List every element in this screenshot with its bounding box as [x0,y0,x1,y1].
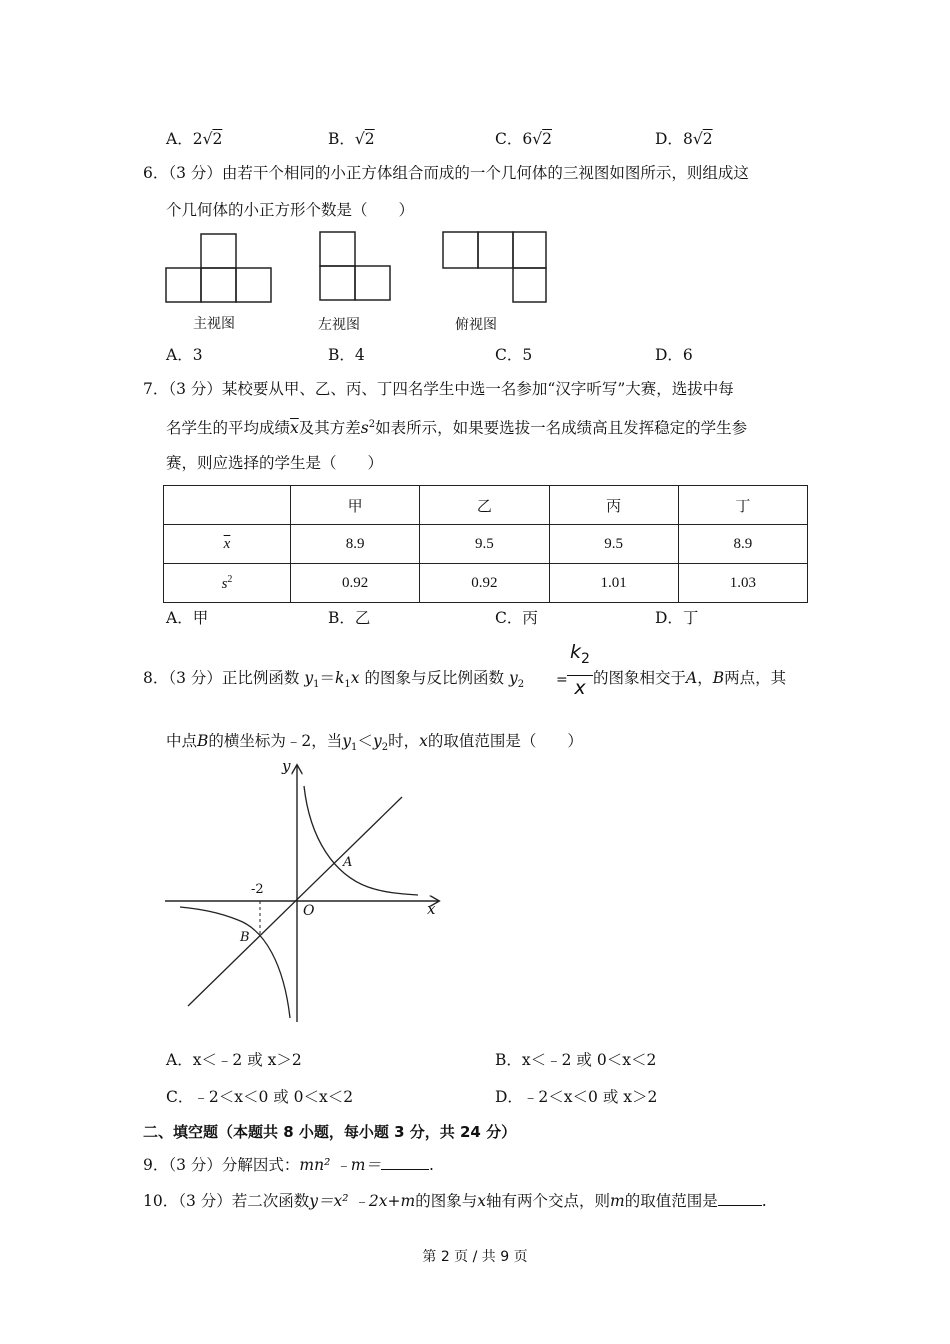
page-footer: 第 2 页 / 共 9 页 [422,1249,528,1265]
q10: 10．（3 分）若二次函数y＝x² ﹣2x+m的图象与x轴有两个交点，则m的取值范围是 . [143,1192,767,1210]
q7-option-c: C．丙 [495,609,538,627]
q5-option-a: A．2√2 [166,130,223,148]
table-cell: 1.03 [678,564,807,603]
table-cell: 0.92 [291,564,420,603]
x-axis-label: x [427,900,436,918]
q8-fraction: $k_2$ x [567,640,593,700]
point-a-label: A [343,855,353,870]
q6-option-b: B．4 [328,346,365,364]
q7-line3: 赛，则应选择的学生是（ ） [166,454,384,472]
q8-line2: 中点B的横坐标为﹣2，当$y_1<y_2$时，x的取值范围是（ ） [166,732,583,754]
table-row [164,564,808,603]
top-view-cell [513,268,546,302]
q8-line1: 8．（3 分）正比例函数 $y_1=k_1x$ 的图象与反比例函数 $y_2$ [143,669,525,691]
front-view-cell [236,268,271,302]
q8-option-b: B．x＜﹣2 或 0＜x＜2 [495,1051,657,1069]
top-view-cell [478,232,513,268]
point-b-label: B [240,930,250,945]
front-view-cell [201,234,236,268]
table-cell: 9.5 [549,525,678,564]
q9: 9．（3 分）分解因式：mn² ﹣m＝ . [143,1156,434,1174]
table-cell [164,486,291,525]
left-view-cell [320,266,355,300]
y-axis-label: y [282,757,291,775]
table-row [164,486,808,525]
front-view-cell [166,268,201,302]
front-view-label: 主视图 [193,316,235,332]
table-header: 丁 [678,486,807,525]
q7-option-d: D．丁 [655,609,699,627]
score-table [163,485,808,603]
tick-label: -2 [251,882,264,897]
left-view-label: 左视图 [318,317,360,333]
q5-option-d: D．8√2 [655,130,713,148]
section-heading: 二、填空题（本题共 8 小题，每小题 3 分，共 24 分） [143,1123,517,1141]
left-view-cell [320,232,355,266]
q8-line1-end: 的图象相交于A，B两点，其 [593,669,787,687]
function-graph [160,760,450,1025]
table-cell: 0.92 [420,564,549,603]
top-view-label: 俯视图 [455,317,497,333]
origin-label: O [303,903,315,919]
q7-line2: 名学生的平均成绩$\overline{x}$及其方差$s^2$如表所示，如果要选拔一名成绩高且发挥稳定的学生参 [166,419,748,438]
q8-option-c: C．﹣2＜x＜0 或 0＜x＜2 [166,1088,354,1106]
top-view-cell [443,232,478,268]
answer-blank[interactable] [381,1155,429,1170]
q7-option-a: A．甲 [166,609,209,627]
q8-option-a: A．x＜﹣2 或 x＞2 [166,1051,302,1069]
q6-line1: 6．（3 分）由若干个相同的小正方体组合而成的一个几何体的三视图如图所示，则组成这 [143,164,749,182]
top-view-cell [513,232,546,268]
hyperbola-branch-1 [304,786,418,895]
table-header: 丙 [549,486,678,525]
table-header: 乙 [420,486,549,525]
q8-option-d: D．﹣2＜x＜0 或 x＞2 [495,1088,658,1106]
table-header: 甲 [291,486,420,525]
q7-line1: 7．（3 分）某校要从甲、乙、丙、丁四名学生中选一名参加“汉字听写”大赛，选拔中每 [143,380,734,398]
q6-option-d: D．6 [655,346,693,364]
table-row-label: $s^2$ [164,564,291,603]
table-cell: 8.9 [678,525,807,564]
table-row [164,525,808,564]
left-view-cell [355,266,390,300]
table-row-label: $\overline{x}$ [164,525,291,564]
q6-option-a: A．3 [166,346,203,364]
front-view-cell [201,268,236,302]
table-cell: 9.5 [420,525,549,564]
table-cell: 8.9 [291,525,420,564]
three-views-figure [160,228,560,308]
q5-option-c: C．6√2 [495,130,553,148]
table-cell: 1.01 [549,564,678,603]
q6-option-c: C．5 [495,346,533,364]
q6-line2: 个几何体的小正方形个数是（ ） [166,201,415,219]
q5-option-b: B．√2 [328,130,375,148]
hyperbola-branch-2 [180,907,290,1018]
q7-option-b: B．乙 [328,609,371,627]
answer-blank[interactable] [718,1191,762,1206]
